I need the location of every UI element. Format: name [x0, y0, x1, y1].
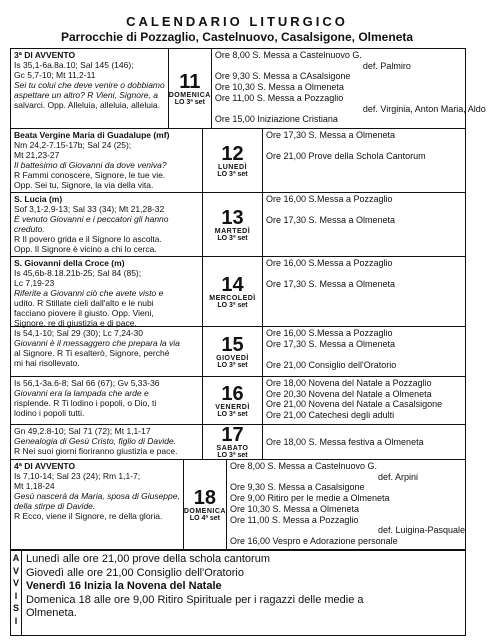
schedule-line: Ore 9,30 S. Messa a CAsalsigone [214, 71, 351, 82]
reading-line: R Fammi conoscere, Signore, le tue vie. [14, 170, 166, 180]
reading-line: Opp. Il Signore è vicino a chi lo cerca. [14, 244, 157, 254]
schedule-line: Ore 17,30 S. Messa a Olmeneta [266, 215, 396, 226]
reading-line: Genealogia di Gesù Cristo, figlio di Davide. [14, 436, 177, 446]
schedule-line: Ore 17,30 S. Messa a Olmeneta [266, 279, 396, 290]
schedule-line: Ore 9,00 Ritiro per le medie a Olmeneta [229, 493, 390, 504]
day-row [11, 460, 465, 550]
schedule-line: Ore 21,00 Consiglio dell'Oratorio [266, 360, 397, 371]
day-number: 17 [221, 424, 244, 446]
reading-line: salvarci. Opp. Alleluia, alleluia, alleluia. [14, 100, 160, 110]
schedule-cell [227, 460, 468, 549]
weekday-label: DOMENICA [183, 507, 226, 515]
reading-line: Gc 5,7-10; Mt 11,2-11 [14, 70, 96, 80]
page-title: CALENDARIO LITURGICO [126, 14, 348, 29]
schedule-line: Ore 10,30 S. Messa a Olmeneta [214, 82, 344, 93]
schedule-line: Ore 8,00 S. Messa a Castelnuovo G. [229, 461, 378, 471]
notices-vertical-label [11, 551, 22, 635]
reading-line: Gesù nascerà da Maria, sposa di Giuseppe, [14, 491, 180, 501]
day-row [11, 377, 465, 425]
liturgy-readings [11, 327, 203, 376]
day-row [11, 257, 465, 327]
date-cell [169, 49, 212, 128]
page-subtitle: Parrocchie di Pozzaglio, Castelnuovo, Casalsigone, Olmeneta [60, 30, 414, 44]
reading-line: mi hai risollevato. [14, 358, 80, 368]
schedule-line [266, 141, 462, 152]
reading-line: Opp. Sei tu, Signore, la via della vita. [14, 180, 154, 190]
date-cell [203, 425, 263, 459]
liturgy-readings [11, 377, 203, 424]
date-cell [203, 377, 263, 424]
schedule-cell [263, 327, 465, 376]
schedule-line: Ore 21,00 Catechesi degli adulti [266, 410, 395, 421]
schedule-line: Ore 11,00 S. Messa a Pozzaglio [229, 514, 359, 525]
schedule-cell [263, 257, 465, 326]
weekday-label: LUNEDÌ [217, 163, 248, 171]
reading-line: 4ª DI AVVENTO [14, 461, 76, 471]
notices-letter: I [14, 590, 18, 601]
reading-line: Mt 21,23-27 [14, 150, 60, 160]
psalter-week: LO 3ª set [217, 410, 248, 418]
schedule-line: Ore 18,00 Novena del Natale a Pozzaglio [266, 378, 432, 388]
schedule-line: Ore 17,30 S. Messa a Olmeneta [266, 130, 396, 140]
notices-text [22, 551, 465, 635]
day-row [11, 129, 465, 193]
reading-line: 3ª DI AVVENTO [14, 50, 76, 60]
day-number: 12 [221, 142, 244, 165]
reading-line: Gn 49,2.8-10; Sal 71 (72); Mt 1,1-17 [14, 426, 151, 436]
liturgy-readings [11, 257, 203, 326]
psalter-week: LO 3ª set [174, 98, 205, 106]
weekday-label: MARTEDÌ [214, 227, 251, 235]
reading-line: Is 45,6b-8.18.21b-25; Sal 84 (85); [14, 268, 142, 278]
day-number: 15 [221, 333, 244, 356]
reading-line: facciano piovere il giusto. Opp. Vieni, [14, 308, 154, 318]
notice-line: Venerdì 16 Inizia la Novena del Natale [26, 580, 222, 592]
date-cell [203, 257, 263, 326]
reading-line: Riferite a Giovanni ciò che avete visto e [14, 288, 164, 298]
schedule-line: Ore 15,00 Iniziazione Cristiana [214, 114, 338, 125]
day-row [11, 327, 465, 377]
schedule-cell [263, 193, 465, 256]
reading-line: Signore, re di giustizia e di pace. [14, 318, 137, 328]
schedule-line: Ore 11,00 S. Messa a Pozzaglio [214, 92, 344, 103]
day-row [11, 425, 465, 460]
reading-line: Il battesimo di Giovanni da dove veniva? [14, 160, 167, 170]
schedule-line [266, 349, 462, 360]
schedule-line [266, 205, 462, 216]
schedule-cell [263, 425, 465, 459]
schedule-line: Ore 9,30 S. Messa a Casalsigone [229, 482, 365, 493]
notices-letter: S [12, 603, 19, 613]
liturgy-readings [11, 425, 203, 459]
reading-line: al Signore. R Ti esalterò, Signore, perché [14, 348, 170, 358]
notices-letter: V [12, 565, 19, 576]
reading-line: Beata Vergine Maria di Guadalupe (mf) [14, 130, 170, 140]
notice-line: Olmeneta. [26, 607, 77, 619]
reading-line: Is 56,1-3a.6-8; Sal 66 (67); Gv 5,33-36 [14, 378, 160, 388]
reading-line: aspettare un altro? R Vieni, Signore, a [14, 90, 158, 100]
reading-line: È venuto Giovanni e i peccatori gli hanno [14, 214, 169, 224]
psalter-week: LO 4ª set [189, 514, 221, 522]
reading-line: Sof 3,1-2.9-13; Sal 33 (34); Mt 21,28-32 [14, 204, 165, 214]
day-row [11, 49, 486, 129]
reading-line: Giovanni era la lampada che arde e [14, 388, 149, 398]
reading-line: udito. R Stillate cieli dall'alto e le nubi [14, 298, 154, 308]
reading-line: Is 35,1-6a.8a.10; Sal 145 (146); [14, 60, 134, 70]
notice-line: Lunedì alle ore 21,00 prove della schola cantorum [26, 553, 270, 565]
schedule-line: def. Arpini [377, 471, 418, 482]
schedule-line: Ore 16,00 S.Messa a Pozzaglio [266, 258, 393, 268]
schedule-line [266, 426, 462, 437]
reading-line: Sei tu colui che deve venire o dobbiamo [14, 80, 165, 90]
notices-letter: I [14, 615, 18, 626]
weekday-label: VENERDÌ [215, 403, 250, 411]
reading-line: lodino i popoli tutti. [14, 408, 85, 418]
liturgy-readings [11, 129, 203, 192]
schedule-cell [263, 377, 465, 424]
weekday-label: GIOVEDÌ [216, 354, 249, 362]
liturgy-readings [11, 460, 184, 549]
psalter-week: LO 3ª set [217, 361, 248, 369]
day-number: 16 [221, 382, 244, 405]
schedule-line: def. Virginia, Anton Maria, Aldo [362, 103, 486, 114]
schedule-line [266, 269, 462, 280]
reading-line: risplende. R Ti lodino i popoli, o Dio, ti [14, 398, 157, 408]
reading-line: Is 54,1-10; Sal 29 (30); Lc 7,24-30 [14, 328, 143, 338]
reading-line: S. Giovanni della Croce (m) [14, 258, 125, 268]
notices-letter: A [12, 553, 20, 563]
schedule-line: Ore 21,00 Prove della Schola Cantorum [266, 151, 426, 162]
schedule-line: Ore 17,30 S. Messa a Olmeneta [266, 338, 396, 349]
schedule-line: def. Luigina-Pasquale [377, 525, 466, 536]
weekday-label: DOMENICA [168, 91, 211, 99]
schedule-line: Ore 10,30 S. Messa a Olmeneta [229, 503, 360, 514]
schedule-line: Ore 18,00 S. Messa festiva a Olmeneta [266, 436, 424, 447]
date-cell [203, 129, 263, 192]
schedule-line: Ore 20,30 Novena del Natale a Olmeneta [266, 388, 432, 399]
day-number: 11 [179, 70, 201, 93]
reading-line: Giovanni è il messaggero che prepara la via [14, 338, 180, 348]
liturgy-readings [11, 49, 169, 128]
weekday-label: MERCOLEDÌ [209, 294, 256, 302]
date-cell [203, 327, 263, 376]
notices-box [10, 550, 466, 636]
schedule-line: Ore 8,00 S. Messa a Castelnuovo G. [214, 50, 362, 60]
day-number: 13 [221, 206, 244, 229]
notice-line: Domenica 18 alle ore 9,00 Ritiro Spirituale per i ragazzi delle medie a [26, 593, 364, 606]
psalter-week: LO 3ª set [217, 452, 248, 459]
schedule-line: Ore 16,00 Vespro e Adorazione personale [229, 535, 398, 546]
psalter-week: LO 3ª set [217, 170, 248, 178]
weekday-label: SABATO [216, 445, 249, 452]
date-cell [203, 193, 263, 256]
schedule-cell [263, 129, 465, 192]
schedule-line: Ore 21,00 Novena del Natale a Casalsigone [266, 399, 443, 410]
reading-line: Lc 7,19-23 [14, 278, 55, 288]
calendar-table [10, 48, 486, 550]
reading-line: Mt 1,18-24 [14, 481, 55, 491]
notice-line: Giovedì alle ore 21,00 Consiglio dell'Oratorio [26, 566, 244, 579]
day-row [11, 193, 465, 257]
notices-letter: V [12, 578, 19, 588]
reading-line: R Nei suoi giorni fioriranno giustizia e pace. [14, 446, 178, 456]
day-number: 18 [193, 486, 217, 509]
reading-line: Nm 24,2-7.15-17b; Sal 24 (25); [14, 140, 132, 150]
reading-line: S. Lucia (m) [14, 194, 63, 204]
schedule-line: Ore 16,00 S.Messa a Pozzaglio [266, 328, 393, 338]
schedule-cell [212, 49, 489, 128]
day-number: 14 [221, 273, 244, 296]
reading-line: R Ecco, viene il Signore, re della gloria. [14, 511, 163, 521]
liturgy-readings [11, 193, 203, 256]
schedule-line: Ore 16,00 S.Messa a Pozzaglio [266, 194, 393, 204]
psalter-week: LO 3ª set [217, 301, 248, 309]
reading-line: Is 7,10-14; Sal 23 (24); Rm 1,1-7; [14, 471, 141, 481]
schedule-line: def. Palmiro [362, 60, 411, 71]
reading-line: creduto. [14, 224, 45, 234]
reading-line: della stirpe di Davide. [14, 501, 96, 511]
reading-line: R Il povero grida e il Signore lo ascolta. [14, 234, 162, 244]
psalter-week: LO 3ª set [217, 234, 248, 242]
date-cell [184, 460, 227, 549]
